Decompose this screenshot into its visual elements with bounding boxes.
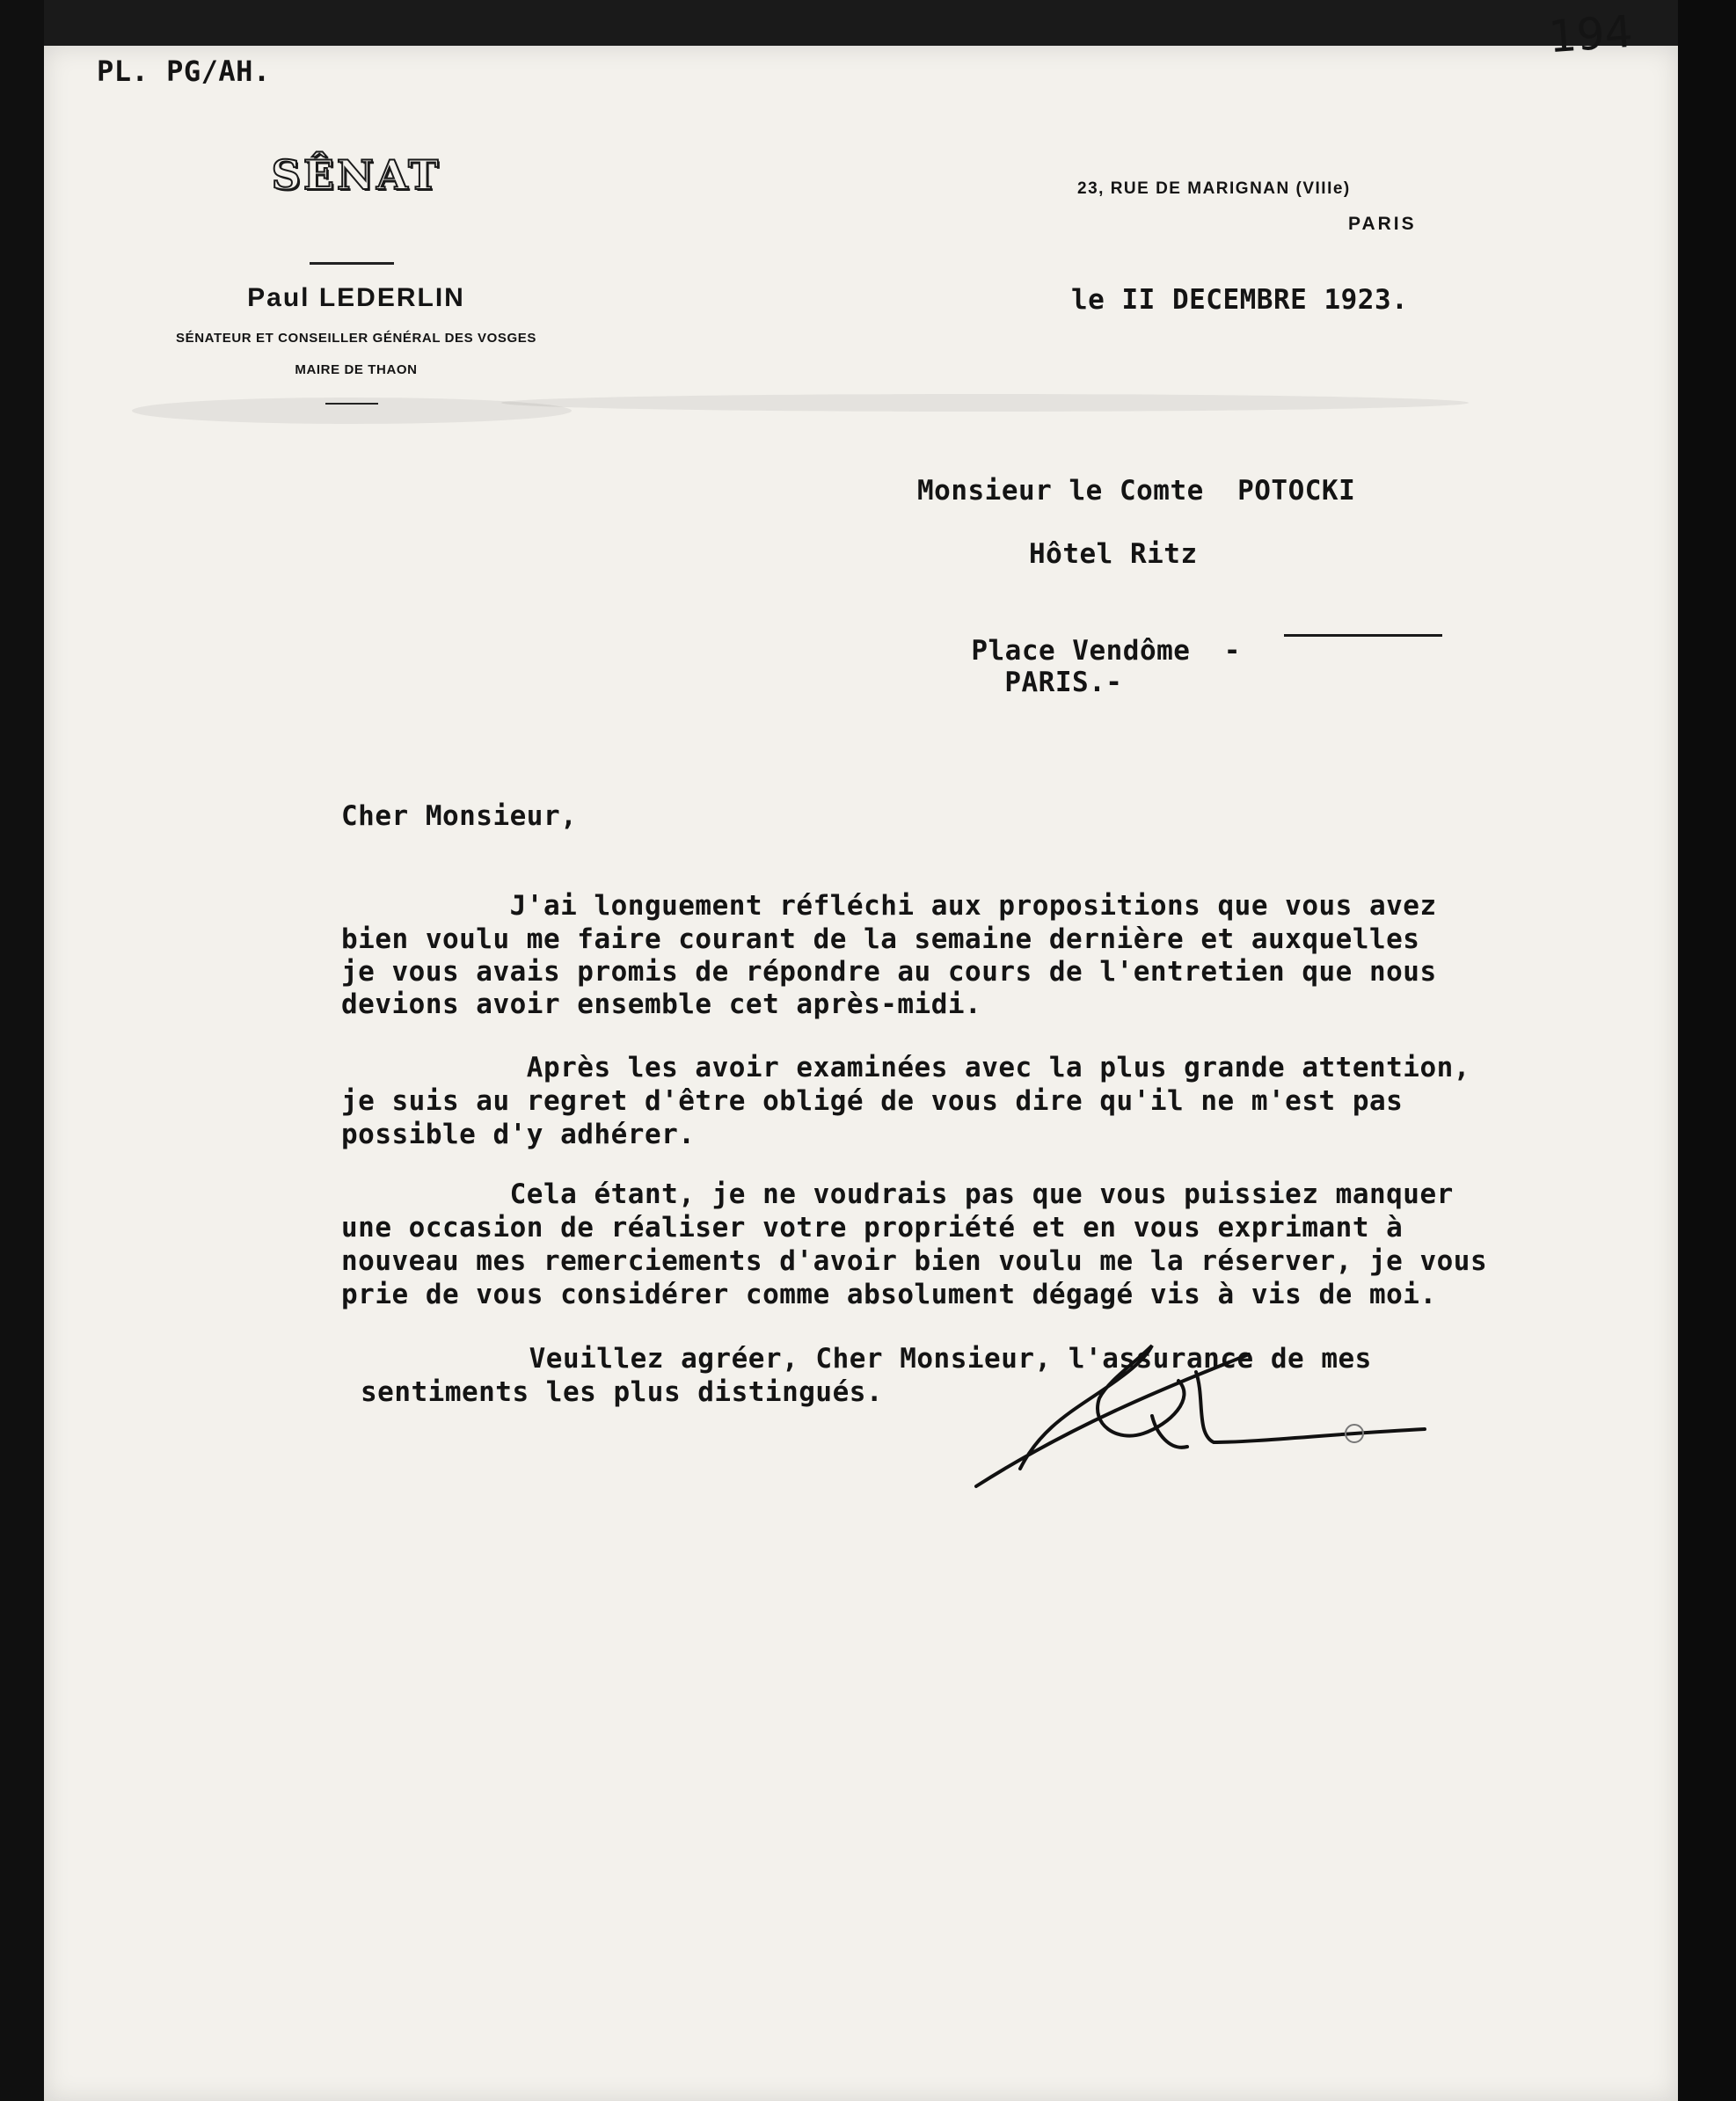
- body-line: une occasion de réaliser votre propriété et en vous exprimant à: [341, 1212, 1404, 1244]
- body-line: Cela étant, je ne voudrais pas que vous puissiez manquer: [341, 1178, 1454, 1210]
- paper-smudge: [132, 398, 572, 424]
- recipient-address: [937, 603, 1241, 698]
- letterhead-sender-name: Paul LEDERLIN: [247, 283, 465, 312]
- letterhead-divider: [310, 262, 394, 265]
- paper-smudge: [501, 394, 1469, 412]
- letterhead-institution: SÊNAT: [271, 151, 441, 199]
- salutation: Cher Monsieur,: [341, 800, 578, 832]
- body-line: Veuillez agréer, Cher Monsieur, l'assurance de mes: [361, 1343, 1372, 1375]
- scan-left-border: [0, 0, 44, 2101]
- letterhead-divider: [325, 403, 378, 405]
- recipient-name: Monsieur le Comte POTOCKI: [917, 475, 1356, 507]
- letterhead-sender-office: MAIRE DE THAON: [295, 362, 418, 377]
- body-line: je suis au regret d'être obligé de vous dire qu'il ne m'est pas: [341, 1085, 1404, 1117]
- reference-code: PL. PG/AH.: [97, 55, 271, 88]
- body-line: bien voulu me faire courant de la semaine dernière et auxquelles: [341, 923, 1420, 955]
- letterhead-sender-title: SÉNATEUR ET CONSEILLER GÉNÉRAL DES VOSGES: [176, 331, 536, 346]
- body-line: Après les avoir examinées avec la plus grande attention,: [341, 1052, 1470, 1083]
- letterhead-city: PARIS: [1348, 214, 1417, 234]
- body-line: possible d'y adhérer.: [341, 1119, 696, 1150]
- body-line: prie de vous considérer comme absolument dégagé vis à vis de moi.: [341, 1279, 1437, 1310]
- letterhead-address: 23, RUE DE MARIGNAN (VIIIe): [1077, 179, 1351, 198]
- body-line: je vous avais promis de répondre au cours de l'entretien que nous: [341, 956, 1437, 988]
- body-line: J'ai longuement réfléchi aux propositions que vous avez: [341, 890, 1437, 922]
- recipient-hotel: Hôtel Ritz: [1029, 538, 1198, 570]
- scan-right-border: [1678, 0, 1736, 2101]
- recipient-city-underline: [1284, 634, 1442, 637]
- handwritten-signature: [967, 1328, 1442, 1504]
- page-number: 194: [1546, 5, 1634, 63]
- body-line: devions avoir ensemble cet après-midi.: [341, 988, 982, 1020]
- letter-date: le II DECEMBRE 1923.: [1071, 284, 1409, 316]
- body-line: sentiments les plus distingués.: [361, 1376, 884, 1408]
- recipient-place: Place Vendôme -: [971, 635, 1241, 667]
- body-line: nouveau mes remerciements d'avoir bien voulu me la réserver, je vous: [341, 1245, 1488, 1277]
- recipient-city: PARIS.-: [1004, 667, 1123, 698]
